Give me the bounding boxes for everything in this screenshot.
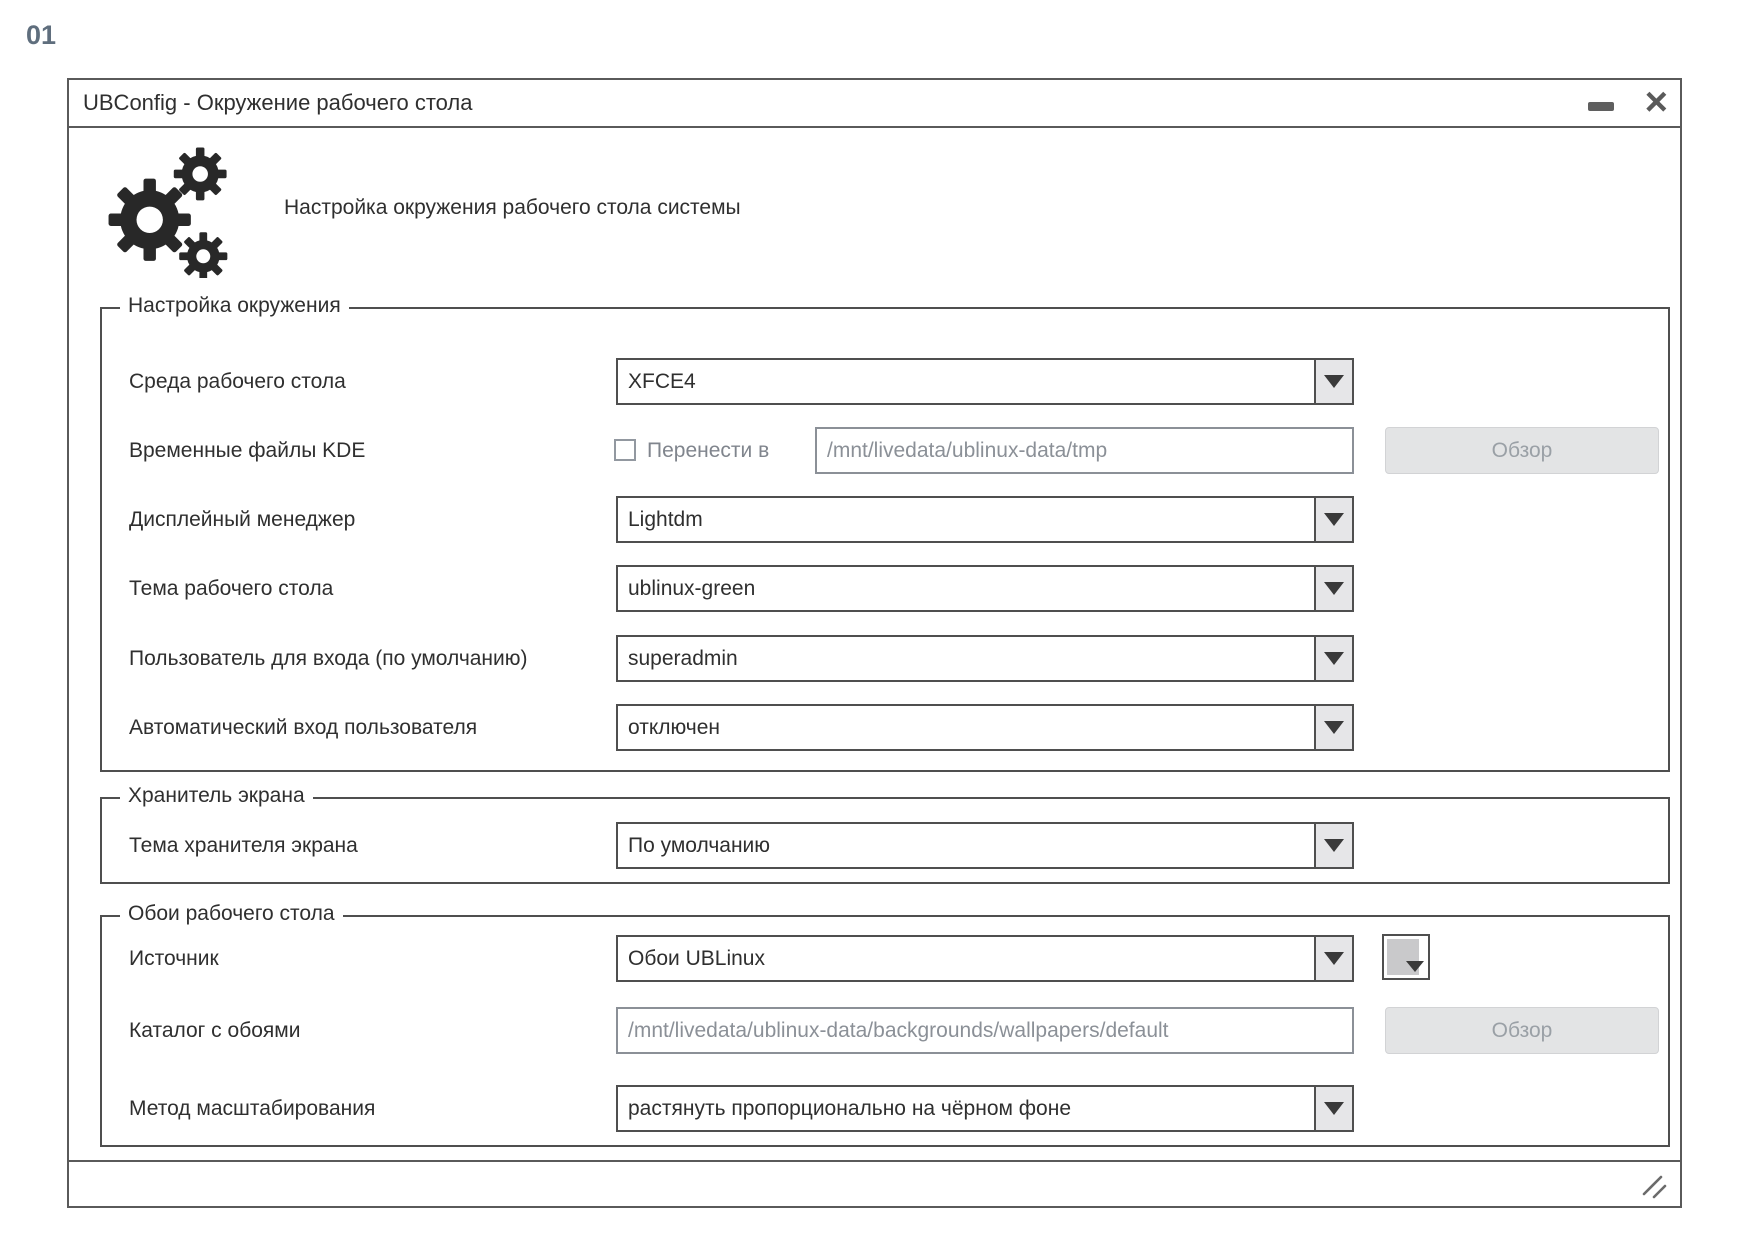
group-wallpaper-title: Обои рабочего стола xyxy=(120,902,343,926)
dropdown-arrow-icon[interactable] xyxy=(1314,498,1352,541)
dropdown-arrow-icon[interactable] xyxy=(1314,824,1352,867)
wallpaper-preview-button[interactable] xyxy=(1382,934,1430,980)
minimize-icon[interactable] xyxy=(1588,102,1614,111)
dropdown-arrow-icon[interactable] xyxy=(1314,1087,1352,1130)
dropdown-arrow-icon xyxy=(1406,961,1424,972)
label-wallpaper-directory: Каталог с обоями xyxy=(129,1019,301,1042)
window-titlebar[interactable] xyxy=(69,80,1680,128)
dropdown-desktop-theme[interactable]: ublinux-green xyxy=(616,565,1354,612)
dropdown-desktop-environment[interactable]: XFCE4 xyxy=(616,358,1354,405)
label-screensaver-theme: Тема хранителя экрана xyxy=(129,834,358,857)
dropdown-display-manager[interactable]: Lightdm xyxy=(616,496,1354,543)
label-auto-login: Автоматический вход пользователя xyxy=(129,716,478,739)
dropdown-scaling-method[interactable]: растянуть пропорционально на чёрном фоне xyxy=(616,1085,1354,1132)
label-default-login-user: Пользователь для входа (по умолчанию) xyxy=(129,647,528,670)
dropdown-auto-login[interactable]: отключен xyxy=(616,704,1354,751)
page-number: 01 xyxy=(26,20,57,50)
input-kde-temp-path[interactable]: /mnt/livedata/ublinux-data/tmp xyxy=(815,427,1354,474)
dropdown-arrow-icon[interactable] xyxy=(1314,937,1352,980)
window-title: UBConfig - Окружение рабочего стола xyxy=(83,90,473,115)
settings-gears-icon xyxy=(107,146,239,278)
label-kde-temp-files: Временные файлы KDE xyxy=(129,439,366,462)
browse-button-wallpaper-dir[interactable]: Обзор xyxy=(1385,1007,1659,1054)
dropdown-default-login-user[interactable]: superadmin xyxy=(616,635,1354,682)
dropdown-arrow-icon[interactable] xyxy=(1314,360,1352,403)
dropdown-arrow-icon[interactable] xyxy=(1314,567,1352,610)
window-subtitle: Настройка окружения рабочего стола системы xyxy=(284,196,741,219)
group-screensaver-title: Хранитель экрана xyxy=(120,784,313,808)
label-display-manager: Дисплейный менеджер xyxy=(129,508,356,531)
dropdown-wallpaper-source[interactable]: Обои UBLinux xyxy=(616,935,1354,982)
resize-grip-icon[interactable] xyxy=(1638,1170,1668,1200)
dropdown-arrow-icon[interactable] xyxy=(1314,706,1352,749)
input-wallpaper-directory[interactable]: /mnt/livedata/ublinux-data/backgrounds/wallpapers/default xyxy=(616,1007,1354,1054)
dropdown-screensaver-theme[interactable]: По умолчанию xyxy=(616,822,1354,869)
status-bar xyxy=(69,1160,1680,1206)
dropdown-arrow-icon[interactable] xyxy=(1314,637,1352,680)
label-desktop-theme: Тема рабочего стола xyxy=(129,577,334,600)
close-icon[interactable]: × xyxy=(1644,80,1668,124)
browse-button-kde-temp[interactable]: Обзор xyxy=(1385,427,1659,474)
label-scaling-method: Метод масштабирования xyxy=(129,1097,376,1120)
label-wallpaper-source: Источник xyxy=(129,947,219,970)
ubconfig-window xyxy=(67,78,1682,1208)
checkbox-move-to-label: Перенести в xyxy=(647,439,770,462)
label-desktop-environment: Среда рабочего стола xyxy=(129,370,346,393)
checkbox-move-to[interactable] xyxy=(614,439,636,461)
group-environment-title: Настройка окружения xyxy=(120,294,349,318)
